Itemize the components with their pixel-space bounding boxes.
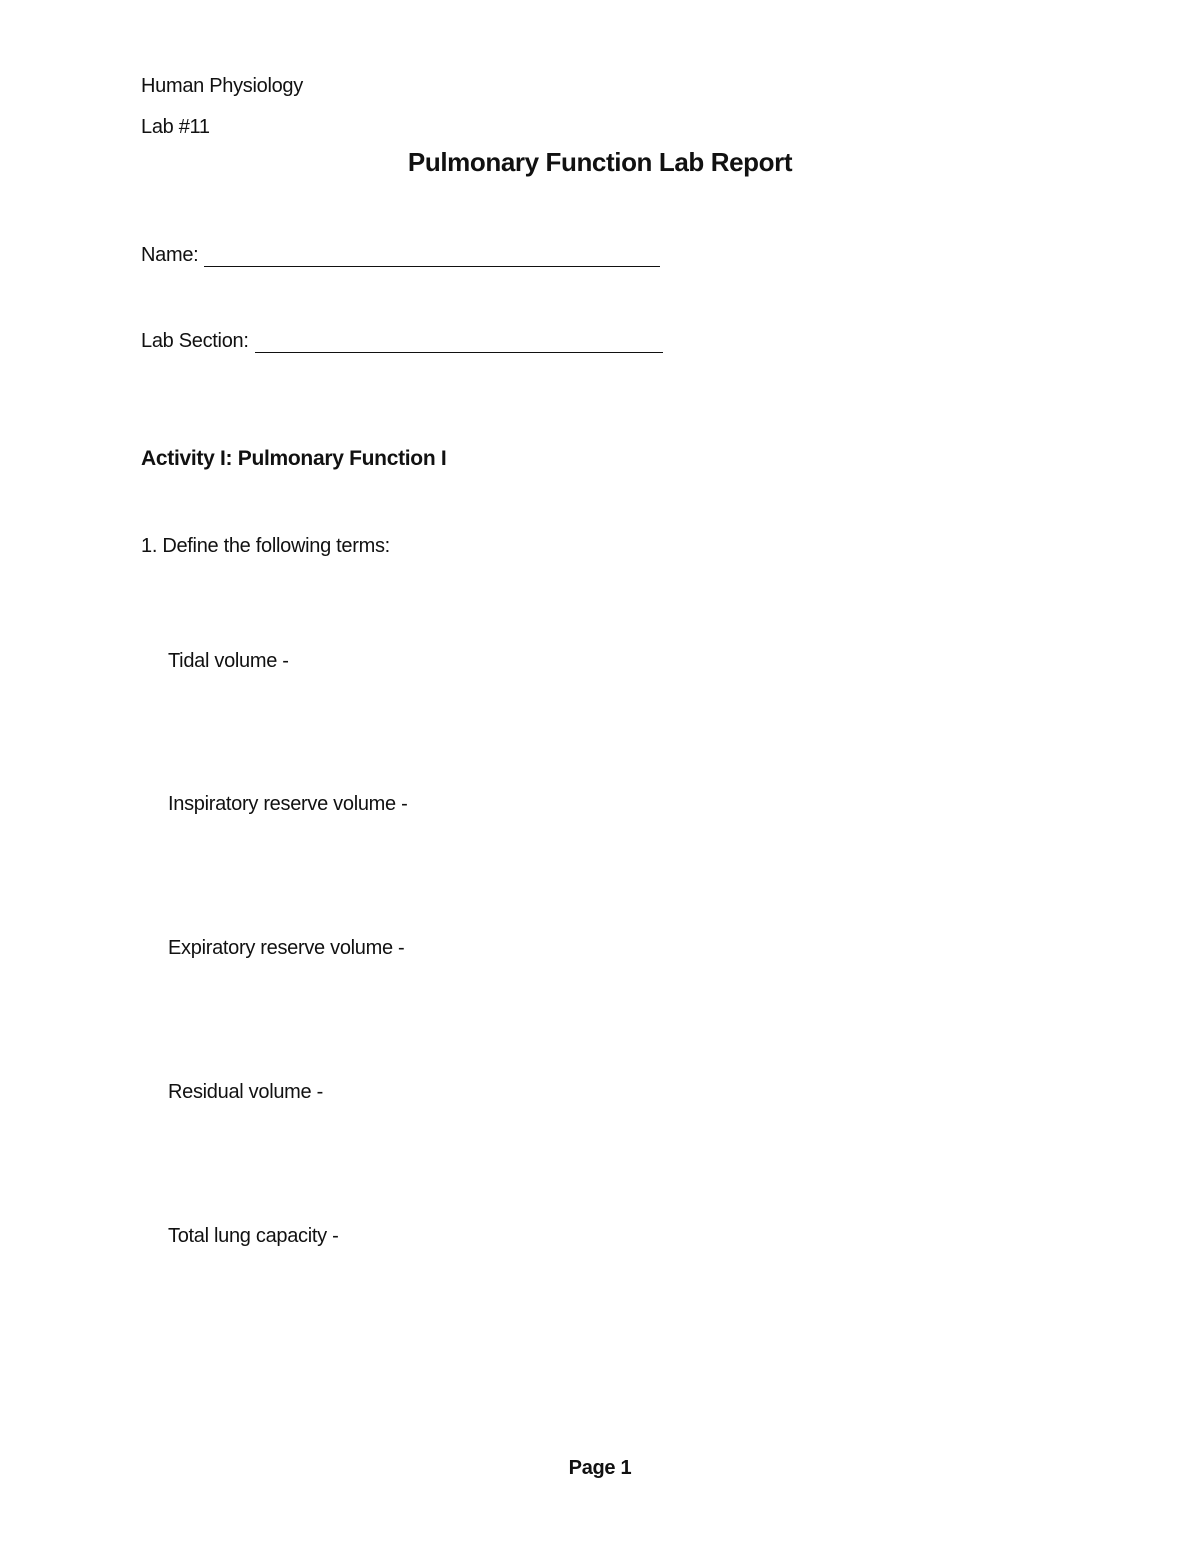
term-inspiratory-reserve-volume: Inspiratory reserve volume -	[168, 793, 408, 815]
section-label: Lab Section:	[141, 330, 249, 352]
name-label: Name:	[141, 244, 199, 266]
course-name: Human Physiology	[141, 75, 303, 97]
lab-number: Lab #11	[141, 116, 210, 138]
term-total-lung-capacity: Total lung capacity -	[168, 1225, 339, 1247]
term-expiratory-reserve-volume: Expiratory reserve volume -	[168, 937, 405, 959]
section-blank-line[interactable]	[255, 332, 663, 353]
question-text: 1. Define the following terms:	[141, 535, 390, 557]
term-tidal-volume: Tidal volume -	[168, 650, 289, 672]
name-field-row	[141, 243, 660, 267]
name-blank-line[interactable]	[204, 246, 660, 267]
section-field-row	[141, 329, 663, 353]
page-number: Page 1	[568, 1457, 632, 1479]
page-title: Pulmonary Function Lab Report	[407, 147, 793, 177]
term-residual-volume: Residual volume -	[168, 1081, 323, 1103]
activity-heading: Activity I: Pulmonary Function I	[141, 447, 447, 470]
